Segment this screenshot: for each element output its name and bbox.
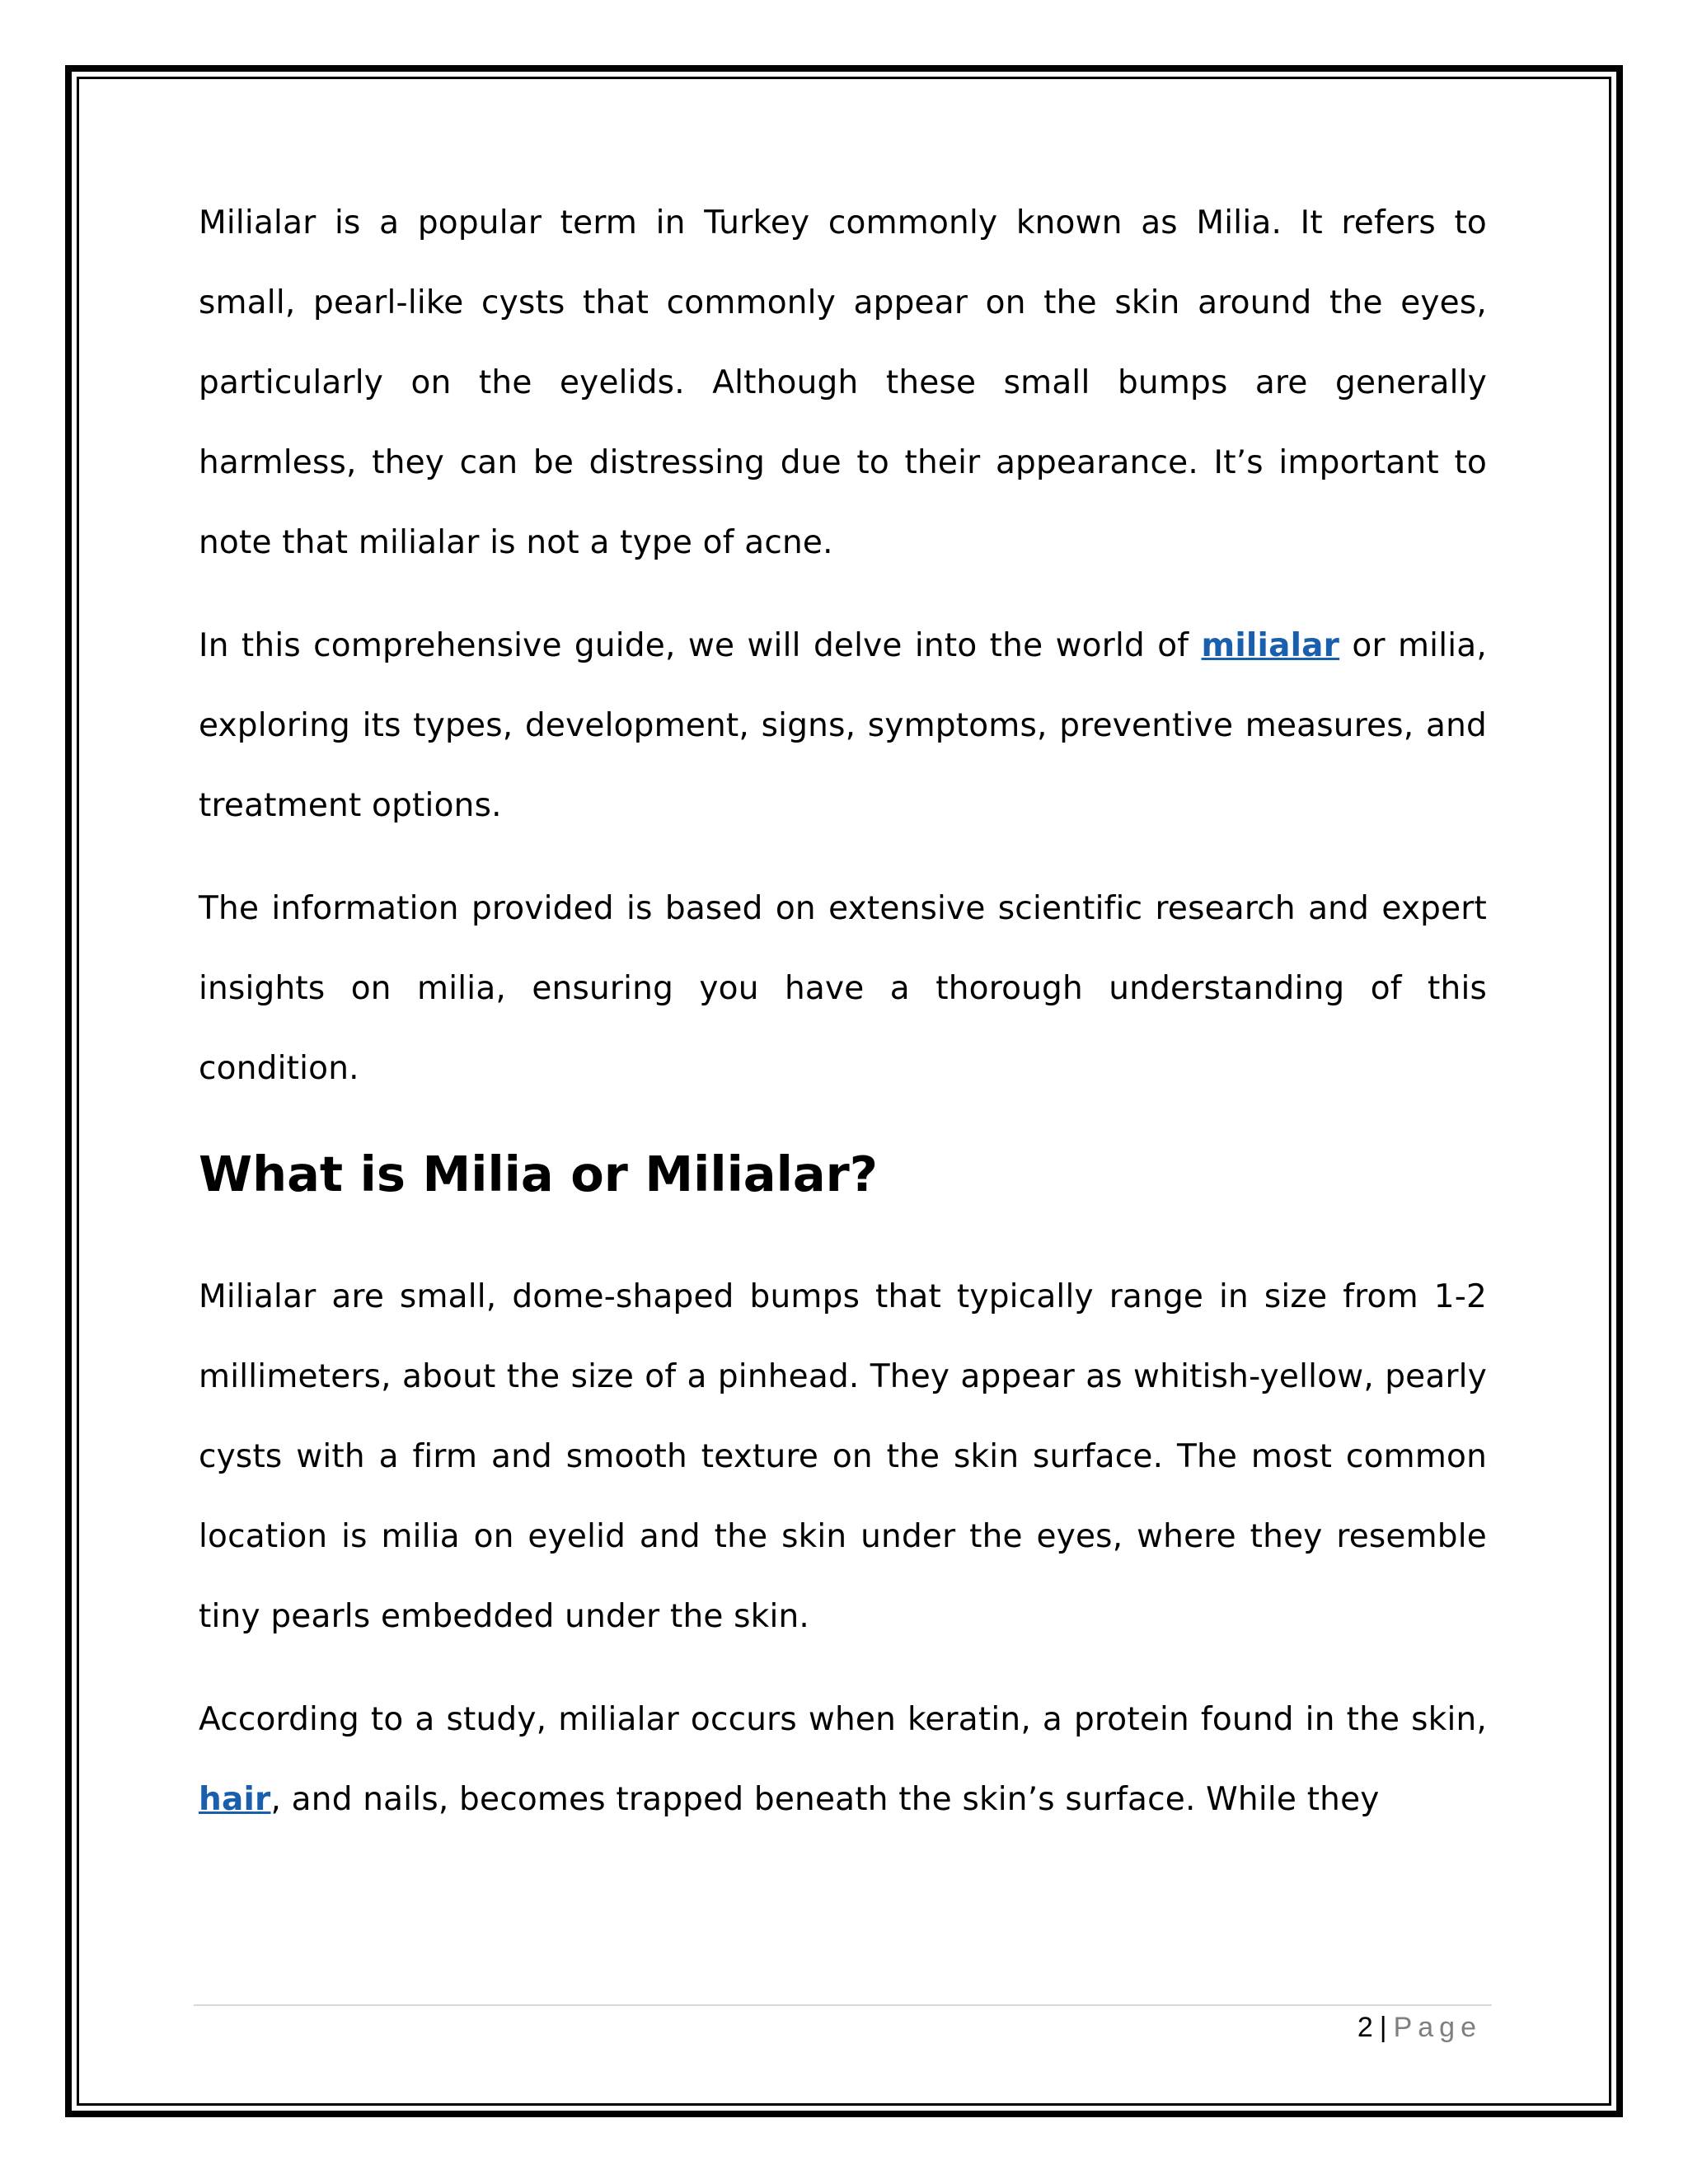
guide-text-after: or milia, exploring its types, development, signs, symptoms, preventive measures, and treatment options. [199,627,1487,824]
study-text-before: According to a study, milialar occurs when keratin, a protein found in the skin, [199,1701,1487,1738]
page-footer [1357,2011,1482,2044]
hair-link[interactable]: hair [199,1781,271,1818]
milialar-link[interactable]: milialar [1201,627,1340,664]
guide-text-before: In this comprehensive guide, we will delve into the world of [199,627,1202,664]
intro-paragraph: Milialar is a popular term in Turkey commonly known as Milia. It refers to small, pearl-like cysts that commonly appear on the skin around the eyes, particularly on the eyelids. Although these small bumps are generally harmless, they can be distressing due to their appearance. It’s important to note that milialar is not a type of acne. [199,204,1487,561]
page-label: Page [1393,2012,1482,2043]
study-text-after: , and nails, becomes trapped beneath the skin’s surface. While they [270,1781,1380,1818]
info-paragraph: The information provided is based on extensive scientific research and expert insights on milia, ensuring you have a thorough understanding of this condition. [199,890,1487,1087]
definition-paragraph: Milialar are small, dome-shaped bumps that typically range in size from 1-2 millimeters, about the size of a pinhead. They appear as whitish-yellow, pearly cysts with a firm and smooth texture on the skin surface. The most common location is milia on eyelid and the skin under the eyes, where they resemble tiny pearls embedded under the skin. [199,1278,1487,1635]
footer-separator: | [1379,2012,1387,2043]
page-number: 2 [1357,2012,1373,2043]
document-body [199,183,1487,1840]
study-paragraph [199,1680,1487,1840]
guide-paragraph [199,606,1487,846]
section-heading: What is Milia or Milialar? [199,1146,878,1202]
footer-divider [194,2004,1492,2006]
